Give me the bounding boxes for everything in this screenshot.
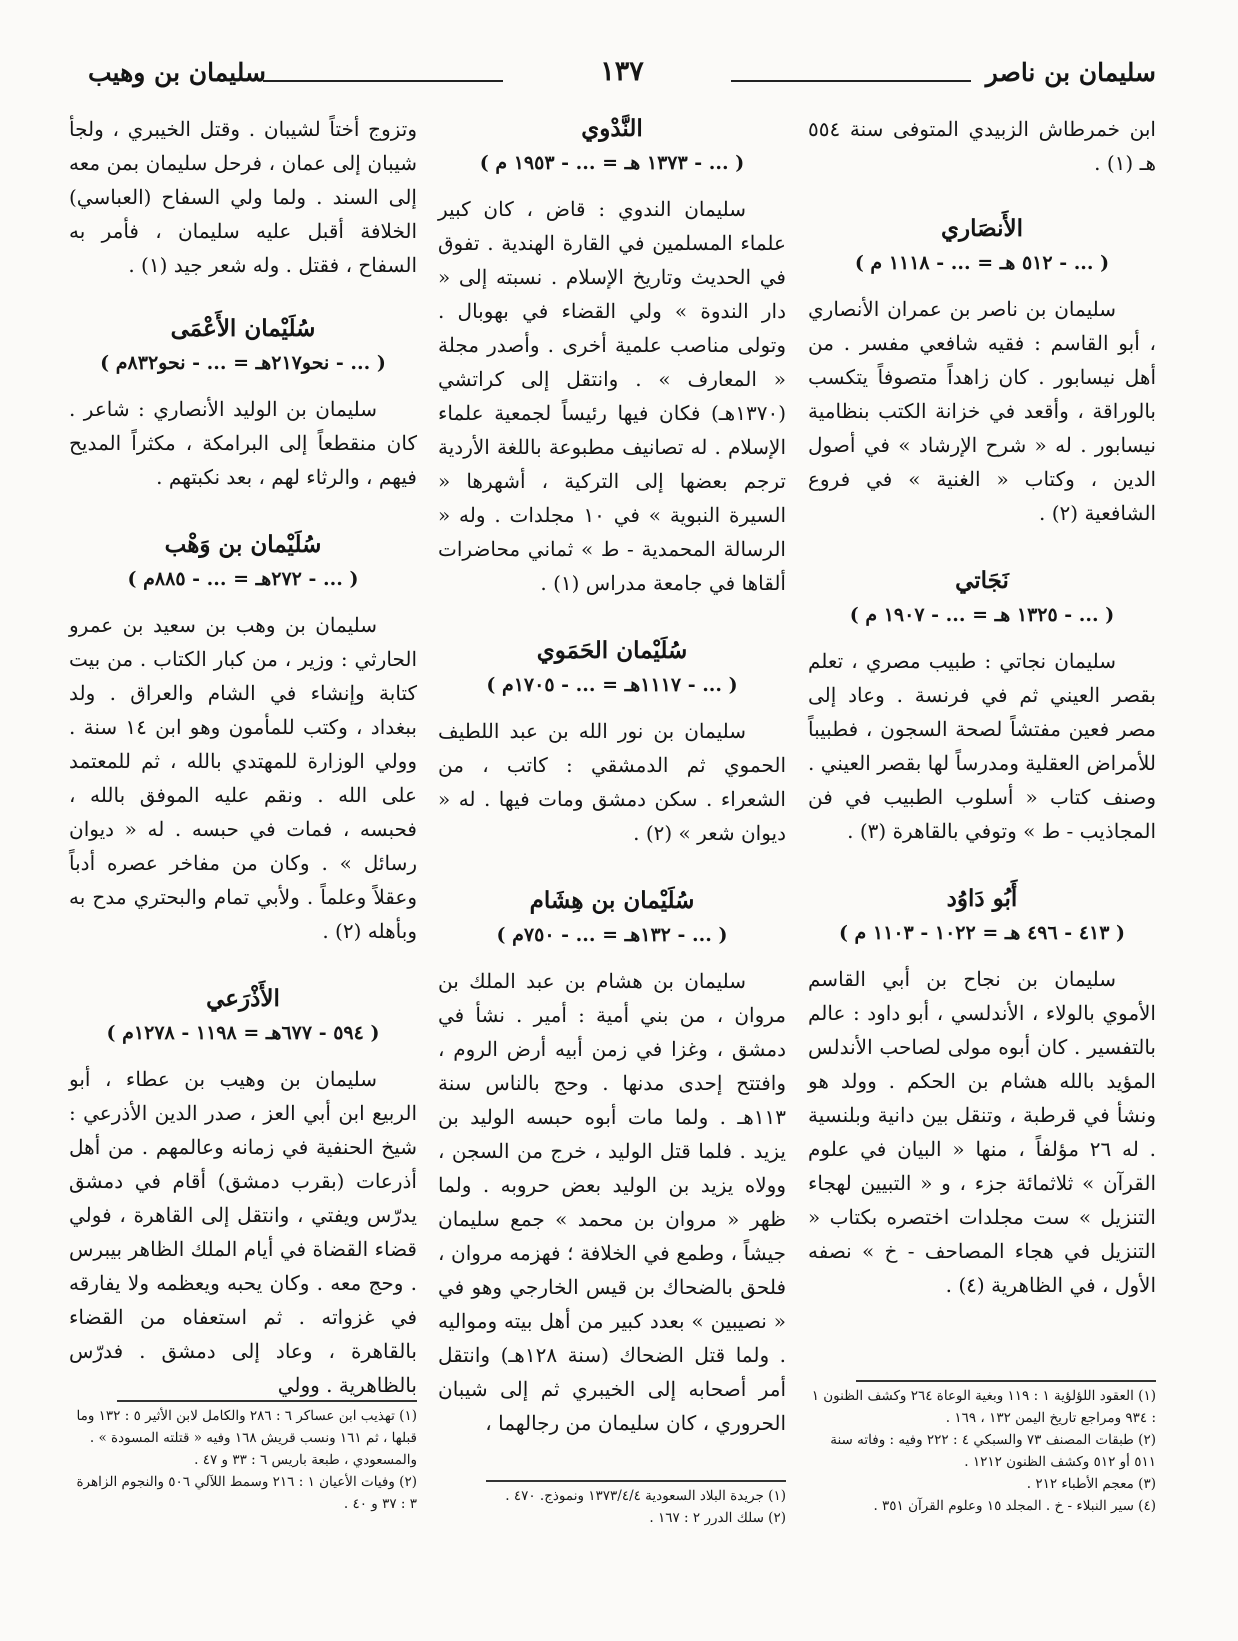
header-left-title: سليمان بن وهيب	[88, 58, 266, 87]
entry	[438, 112, 786, 600]
entry-text: سليمان بن نور الله بن عبد اللطيف الحموي ثم الدمشقي : كاتب ، من الشعراء . سكن دمشق ومات فيها . له « ديوان شعر » (٢) .	[438, 719, 786, 845]
header-rule-right	[731, 80, 971, 82]
entry-title: سُلَيْمان الحَمَوي	[536, 637, 688, 664]
entry-dates: ( ... - ٢٧٢هـ = ... - ٨٨٥م )	[127, 568, 359, 590]
continuation-text: وتزوج أختاً لشيبان . وقتل الخيبري ، ولجأ شيبان إلى عمان ، فرحل سليمان بمن معه إلى السند . ولما ولي السفاح (العباسي) الخلافة أقبل عليه سليمان ، فأمر به السفاح ، فقتل . وله شعر جيد (١) .	[69, 117, 417, 277]
entry-title: أَبُو دَاوُد	[946, 885, 1018, 912]
footnotes-left	[69, 1405, 417, 1515]
entry-dates: ( ٤١٣ - ٤٩٦ هـ = ١٠٢٢ - ١١٠٣ م )	[838, 922, 1126, 944]
footnote-rule	[856, 1380, 1156, 1382]
footnotes-right	[808, 1385, 1156, 1517]
entry-text: سليمان بن وهب بن سعيد بن عمرو الحارثي : وزير ، من كبار الكتاب . من بيت كتابة وإنشاء في الشام والعراق . ولد ببغداد ، وكتب للمأمون وهو ابن ١٤ سنة . وولي الوزارة للمهتدي بالله ، ثم للمعتمد على الله . ونقم عليه الموفق بالله ، فحبسه ، فمات في حبسه . له « ديوان رسائل » . وكان من مفاخر عصره أدباً وعقلاً وعلماً . ولأبي تمام والبحتري مدح به وبأهله (٢) .	[69, 613, 417, 943]
header-rule-left	[263, 80, 503, 82]
entry-dates: ( ... - ١٣٢٥ هـ = ... - ١٩٠٧ م )	[849, 604, 1115, 626]
entry-dates: ( ... - ١١١٧هـ = ... - ١٧٠٥م )	[486, 674, 738, 696]
entry-text: سليمان بن ناصر بن عمران الأنصاري ، أبو القاسم : فقيه شافعي مفسر . من أهل نيسابور . كان زاهداً متصوفاً يتكسب بالوراقة ، وأقعد في خزانة الكتب بنظامية نيسابور . له « شرح الإرشاد » في أصول الدين ، وكتاب « الغنية » في فروع الشافعية (٢) .	[808, 297, 1156, 525]
entry-title: سُلَيْمان الأَعْمَى	[170, 315, 316, 342]
entry-dates: ( ... - ١٣٧٣ هـ = ... - ١٩٥٣ م )	[479, 152, 745, 174]
footnote-rule	[117, 1400, 417, 1402]
footnotes-middle	[438, 1485, 786, 1529]
column-middle	[438, 112, 786, 1474]
footnote: (٢) وفيات الأعيان ١ : ٢١٦ وسمط اللآلي ٥٠٦ والنجوم الزاهرة ٣ : ٣٧ و ٤٠ .	[76, 1474, 417, 1512]
entry-title: سُلَيْمان بن وَهْب	[164, 531, 322, 558]
entry-dates: ( ... - ١٣٢هـ = ... - ٧٥٠م )	[496, 924, 728, 946]
entry	[808, 212, 1156, 530]
entry-dates: ( ... - نحو٢١٧هـ = ... - نحو٨٣٢م )	[100, 352, 386, 374]
entry-title: سُلَيْمان بن هِشَام	[529, 887, 695, 914]
entry-title: نَجَاتي	[955, 567, 1009, 594]
entry-text: سليمان نجاتي : طبيب مصري ، تعلم بقصر العيني ثم في فرنسة . وعاد إلى مصر فعين مفتشاً لصحة السجون ، فطبيباً للأمراض العقلية ومدرساً لها بقصر العيني . وصنف كتاب « أسلوب الطبيب في فن المجاذيب - ط » وتوفي بالقاهرة (٣) .	[808, 649, 1156, 843]
entry-text: سليمان الندوي : قاض ، كان كبير علماء المسلمين في القارة الهندية . تفوق في الحديث وتاريخ الإسلام . نسبته إلى « دار الندوة » ولي القضاء في بهوبال . وتولى مناصب علمية أخرى . وأصدر مجلة « المعارف » . وانتقل إلى كراتشي (١٣٧٠هـ) فكان فيها رئيساً لجمعية علماء الإسلام . له تصانيف مطبوعة باللغة الأردية ترجم بعضها إلى التركية ، أشهرها « السيرة النبوية » في ١٠ مجلدات . وله « الرسالة المحمدية - ط » ثماني محاضرات ألقاها في جامعة مدراس (١) .	[438, 197, 787, 595]
entry-title: النَّدْوي	[581, 115, 643, 142]
entry-title: الأَذْرَعي	[206, 985, 280, 1012]
footnote: (١) جريدة البلاد السعودية ١٣٧٣/٤/٤ ونموذج. ٤٧٠ .	[505, 1488, 786, 1504]
entry	[69, 312, 417, 494]
column-right	[808, 112, 1156, 1336]
entry-text: سليمان بن نجاح بن أبي القاسم الأموي بالولاء ، الأندلسي ، أبو داود : عالم بالتفسير . كان أبوه مولى لصاحب الأندلس المؤيد بالله هشام بن الحكم . وولد هو ونشأ في قرطبة ، وتنقل بين دانية وبلنسية . له ٢٦ مؤلفاً ، منها « البيان في علوم القرآن » ثلاثمائة جزء ، و « التبيين لهجاء التنزيل » ست مجلدات اختصره بكتاب « التنزيل في هجاء المصاحف - خ » نصفه الأول ، في الظاهرية (٤) .	[808, 967, 1156, 1297]
entry-text: سليمان بن وهيب بن عطاء ، أبو الربيع ابن أبي العز ، صدر الدين الأذرعي : شيخ الحنفية في زمانه وعالمهم . من أهل أذرعات (بقرب دمشق) أقام في دمشق يدرّس ويفتي ، وانتقل إلى القاهرة ، فولي قضاء القضاة في أيام الملك الظاهر بيبرس . وحج معه . وكان يحبه ويعظمه ولا يفارقه في غزواته . ثم استعفاه من القضاء بالقاهرة ، وعاد إلى دمشق . فدرّس بالظاهرية . وولي	[69, 1067, 417, 1397]
entry	[438, 884, 786, 1440]
continuation-text: ابن خمرطاش الزبيدي المتوفى سنة ٥٥٤ هـ (١) .	[808, 117, 1156, 175]
entry-dates: ( ٥٩٤ - ٦٧٧هـ = ١١٩٨ - ١٢٧٨م )	[106, 1022, 380, 1044]
entry	[808, 882, 1156, 1302]
footnote-rule	[486, 1480, 786, 1482]
entry-title: الأَنصَاري	[941, 215, 1023, 242]
footnote: (٣) معجم الأطباء ٢١٢ .	[1026, 1476, 1156, 1492]
footnote: (١) تهذيب ابن عساكر ٦ : ٢٨٦ والكامل لابن الأثير ٥ : ١٣٢ وما قبلها ، ثم ١٦١ ونسب قريش ١٦٨ وفيه « قتلته المسودة » . والمسعودي ، طبعة باريس ٦ : ٣٣ و ٤٧ .	[76, 1408, 417, 1468]
footnote: (٢) سلك الدرر ٢ : ١٦٧ .	[649, 1510, 786, 1526]
entry-text: سليمان بن الوليد الأنصاري : شاعر . كان منقطعاً إلى البرامكة ، مكثراً المديح فيهم ، والرثاء لهم ، بعد نكبتهم .	[69, 397, 417, 489]
entry	[808, 564, 1156, 848]
column-left	[69, 112, 417, 1436]
entry	[69, 982, 417, 1402]
entry-dates: ( ... - ٥١٢ هـ = ... - ١١١٨ م )	[854, 252, 1110, 274]
entry	[69, 528, 417, 948]
footnote: (٤) سير النبلاء - خ . المجلد ١٥ وعلوم القرآن ٣٥١ .	[873, 1498, 1156, 1514]
footnote: (١) العقود اللؤلؤية ١ : ١١٩ وبغية الوعاة ٢٦٤ وكشف الظنون ١ : ٩٣٤ ومراجع تاريخ اليمن ١٣٢ ، ١٦٩ .	[811, 1388, 1156, 1426]
entry-text: سليمان بن هشام بن عبد الملك بن مروان ، من بني أمية : أمير . نشأ في دمشق ، وغزا في زمن أبيه أرض الروم ، وافتتح إحدى مدنها . وحج بالناس سنة ١١٣هـ . ولما مات أبوه حبسه الوليد بن يزيد . فلما قتل الوليد ، خرج من السجن ، وولاه يزيد بن الوليد بعض حروبه . ولما ظهر « مروان بن محمد » جمع سليمان جيشاً ، وطمع في الخلافة ؛ فهزمه مروان ، فلحق بالضحاك بن قيس الخارجي وهو في « نصيبين » بعدد كبير من أهل بيته ومواليه . ولما قتل الضحاك (سنة ١٢٨هـ) وانتقل أمر أصحابه إلى الخيبري ثم إلى شيبان الحروري ، كان سليمان من رجالهما ،	[438, 969, 786, 1435]
running-header	[88, 58, 1156, 98]
footnote: (٢) طبقات المصنف ٧٣ والسبكي ٤ : ٢٢٢ وفيه : وفاته سنة ٥١١ أو ٥١٢ وكشف الظنون ١٢١٢ .	[830, 1432, 1156, 1470]
header-right-title: سليمان بن ناصر	[985, 58, 1156, 87]
entry	[438, 634, 786, 850]
page-number: ١٣٧	[600, 56, 644, 87]
